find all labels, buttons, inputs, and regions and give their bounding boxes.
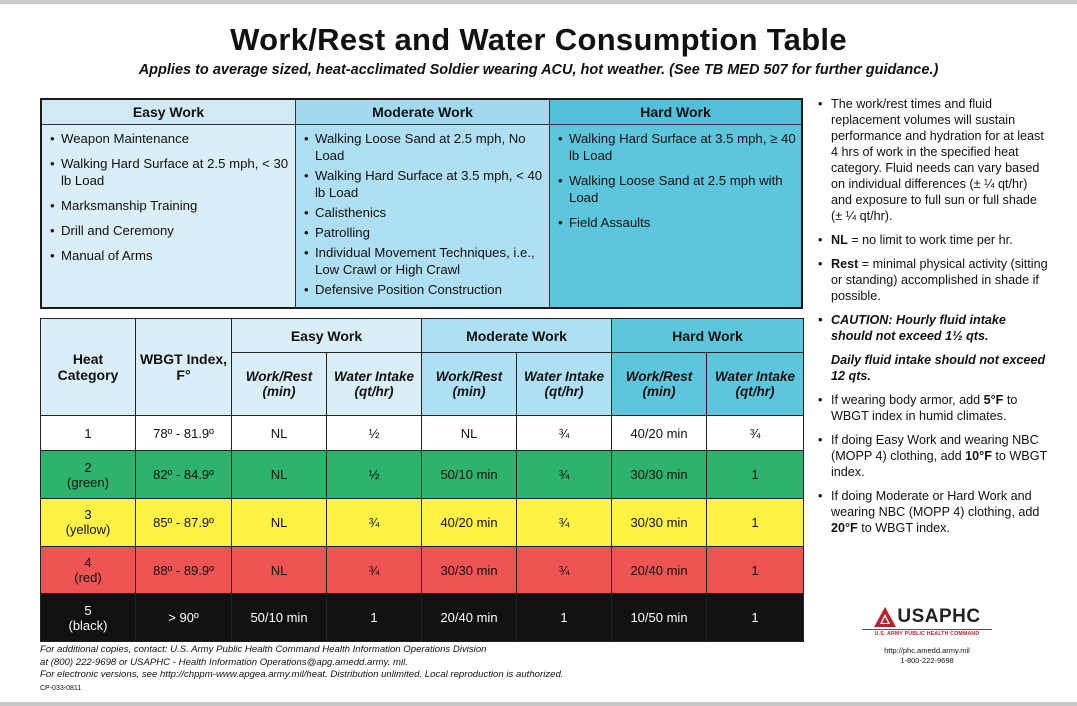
heat-category-cell: 2 (green) [41,451,136,499]
hard-work-column [550,100,801,307]
moderate-work-rest-cell: 20/40 min [422,594,517,642]
easy-work-rest-cell: NL [232,499,327,547]
contact-phone: 1-800-222-9698 [900,656,954,665]
table-row [41,499,804,547]
hard-work-rest-cell: 40/20 min [612,416,707,451]
easy-work-list [42,125,295,264]
list-item: • Walking Loose Sand at 2.5 mph with Load [558,172,797,206]
list-item: • Marksmanship Training [50,197,291,214]
table-row [41,416,804,451]
easy-water-header: Water Intake (qt/hr) [327,353,422,416]
heat-category-header: Heat Category [41,319,136,416]
hard-water-cell: 1 [707,546,804,594]
list-item: • Individual Movement Techniques, i.e., Low Crawl or High Crawl [304,244,545,278]
work-rest-table [40,318,804,642]
hard-water-cell: 1 [707,499,804,547]
moderate-work-rest-cell: 30/30 min [422,546,517,594]
hard-work-rest-cell: 10/50 min [612,594,707,642]
moderate-water-cell: ¾ [517,499,612,547]
moderate-work-rest-cell: 50/10 min [422,451,517,499]
hard-work-group-header: Hard Work [612,319,804,353]
easy-work-rest-cell: NL [232,416,327,451]
list-item: • Walking Hard Surface at 2.5 mph, < 30 lb Load [50,155,291,189]
hard-water-cell: ¾ [707,416,804,451]
list-item: • Walking Hard Surface at 3.5 mph, < 40 lb Load [304,167,545,201]
moderate-work-group-header: Moderate Work [422,319,612,353]
wbgt-cell: 78º - 81.9º [136,416,232,451]
easy-water-cell: 1 [327,594,422,642]
list-item: • Walking Loose Sand at 2.5 mph, No Load [304,130,545,164]
logo-name: USAPHC [897,606,981,627]
moderate-work-rest-cell: 40/20 min [422,499,517,547]
moderate-water-cell: ¾ [517,546,612,594]
heat-category-cell: 4 (red) [41,546,136,594]
hard-water-header: Water Intake (qt/hr) [707,353,804,416]
table-row [41,546,804,594]
list-item: • Field Assaults [558,214,797,231]
heat-category-cell: 3 (yellow) [41,499,136,547]
triangle-logo-icon [873,606,897,628]
hard-work-list [550,125,801,231]
note-caution: • CAUTION: Hourly fluid intake should not exceed 1½ qts. [816,312,1048,344]
top-border [0,0,1077,4]
note-nl: • NL = no limit to work time per hr. [816,232,1048,248]
hard-water-cell: 1 [707,451,804,499]
easy-work-rest-header: Work/Rest (min) [232,353,327,416]
note-easy-nbc: • If doing Easy Work and wearing NBC (MOPP 4) clothing, add 10°F to WBGT index. [816,432,1048,480]
page-title: Work/Rest and Water Consumption Table [230,22,847,57]
list-item: • Walking Hard Surface at 3.5 mph, ≥ 40 lb Load [558,130,797,164]
wbgt-cell: 88º - 89.9º [136,546,232,594]
table-row [41,594,804,642]
note-moderate-hard-nbc: • If doing Moderate or Hard Work and wearing NBC (MOPP 4) clothing, add 20°F to WBGT index. [816,488,1048,536]
note-body-armor: • If wearing body armor, add 5°F to WBGT index in humid climates. [816,392,1048,424]
wbgt-cell: 85º - 87.9º [136,499,232,547]
heat-category-cell: 5 (black) [41,594,136,642]
moderate-water-cell: ¾ [517,451,612,499]
bottom-border [0,702,1077,706]
easy-work-header: Easy Work [42,100,295,125]
easy-water-cell: ¾ [327,499,422,547]
list-item: • Drill and Ceremony [50,222,291,239]
hard-work-rest-cell: 30/30 min [612,499,707,547]
easy-water-cell: ½ [327,451,422,499]
heat-category-cell: 1 [41,416,136,451]
moderate-work-list [296,125,549,298]
hard-work-rest-cell: 30/30 min [612,451,707,499]
usaphc-logo [862,606,992,637]
moderate-work-column [296,100,550,307]
easy-work-rest-cell: 50/10 min [232,594,327,642]
easy-work-group-header: Easy Work [232,319,422,353]
note-daily-fluid: Daily fluid intake should not exceed 12 qts. [831,353,1046,383]
wbgt-cell: > 90º [136,594,232,642]
activity-table [40,98,803,309]
hard-work-rest-cell: 20/40 min [612,546,707,594]
list-item: • Calisthenics [304,204,545,221]
wbgt-cell: 82º - 84.9º [136,451,232,499]
easy-work-rest-cell: NL [232,451,327,499]
moderate-work-header: Moderate Work [296,100,549,125]
contact-info [862,646,992,666]
easy-work-column [42,100,296,307]
list-item: • Defensive Position Construction [304,281,545,298]
easy-water-cell: ½ [327,416,422,451]
hard-work-header: Hard Work [550,100,801,125]
wbgt-index-header: WBGT Index, F° [136,319,232,416]
note-rest: • Rest = minimal physical activity (sitting or standing) accomplished in shade if possible. [816,256,1048,304]
moderate-work-rest-cell: NL [422,416,517,451]
document-code: CP-033-0811 [40,685,82,692]
hard-water-cell: 1 [707,594,804,642]
list-item: • Manual of Arms [50,247,291,264]
list-item: • Patrolling [304,224,545,241]
logo-subtitle: U.S. ARMY PUBLIC HEALTH COMMAND [862,629,992,637]
moderate-water-cell: ¾ [517,416,612,451]
moderate-water-header: Water Intake (qt/hr) [517,353,612,416]
easy-work-rest-cell: NL [232,546,327,594]
moderate-water-cell: 1 [517,594,612,642]
contact-url[interactable]: http://phc.amedd.army.mil [884,646,970,655]
easy-water-cell: ¾ [327,546,422,594]
hard-work-rest-header: Work/Rest (min) [612,353,707,416]
note-fluid-replacement: • The work/rest times and fluid replacement volumes will sustain performance and hydration for at least 4 hrs of work in the specified heat category. Fluid needs can vary based on individual differences (± ¼ qt/hr) and exposure to full sun or full shade (± ¼ qt/hr). [816,96,1048,224]
moderate-work-rest-header: Work/Rest (min) [422,353,517,416]
list-item: • Weapon Maintenance [50,130,291,147]
footer [40,644,680,682]
footer-line-1: For additional copies, contact: U.S. Army Public Health Command Health Information Operations Division [40,644,487,655]
table-row [41,451,804,499]
page-subtitle: Applies to average sized, heat-acclimated Soldier wearing ACU, hot weather. (See TB MED 507 for further guidance.) [138,62,939,78]
footer-line-2: at (800) 222-9698 or USAPHC - Health Information Operations@apg.amedd.army. mil. [40,656,408,668]
footer-line-3: For electronic versions, see http://chppm-www.apgea.army.mil/heat. Distribution unlimited. Local reproduction is authorized. [40,669,564,680]
side-notes [816,96,1048,544]
